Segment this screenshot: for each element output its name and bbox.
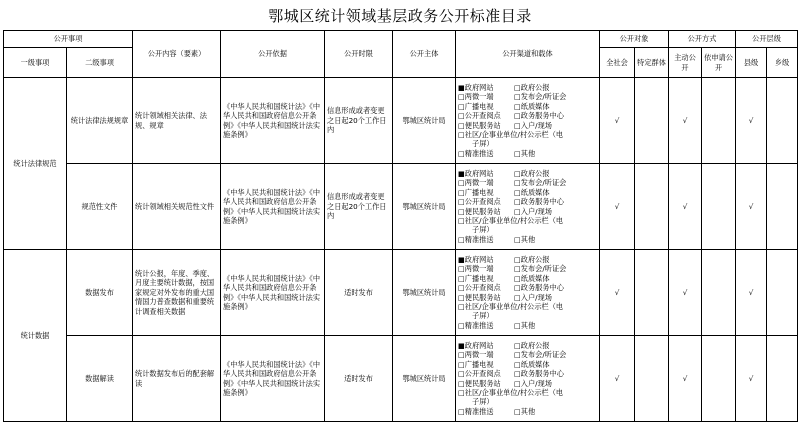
header-basis: 公开依据: [221, 31, 325, 78]
header-level1: 一级事项: [4, 48, 67, 78]
level1-cell: 统计法律规范: [4, 78, 67, 250]
table-row: [4, 336, 798, 422]
channel-print-media: □纸质媒体: [514, 187, 550, 197]
channel-door-to-door: □入户/现场: [514, 206, 552, 216]
content-cell: 统计公报，年度、季度、月度主要统计数据，按国家规定对外发布的重大国情国力普查数据和重要统计调查相关数据: [133, 250, 221, 336]
channel-service-station: □便民服务站: [458, 120, 501, 130]
table-row: [4, 250, 798, 336]
channel-service-station: □便民服务站: [458, 206, 501, 216]
channel-bulletin-board-cont: 子屏）: [472, 139, 494, 149]
level2-cell: 规范性文件: [67, 164, 133, 250]
channel-gov-gazette: □政府公报: [514, 341, 550, 351]
page-title: 鄂城区统计领域基层政务公开标准目录: [268, 6, 532, 25]
header-level-town: 乡级: [767, 48, 798, 78]
target-specific-empty: [635, 250, 669, 336]
header-target-all: 全社会: [600, 48, 635, 78]
channel-other: □其他: [514, 234, 536, 244]
level2-cell: 统计法律法规规章: [67, 78, 133, 164]
channel-bulletin-board: □社区/企事业单位/村公示栏（电: [458, 129, 564, 139]
header-subject: 公开主体: [393, 31, 456, 78]
channel-bulletin-board: □社区/企事业单位/村公示栏（电: [458, 387, 564, 397]
time-limit-cell: 适时发布: [325, 250, 393, 336]
target-specific-empty: [635, 336, 669, 422]
channel-targeted-push: □精准推送: [458, 234, 494, 244]
header-target-specific: 特定群体: [635, 48, 669, 78]
channel-gov-website: ■政府网站: [458, 83, 494, 93]
channel-press-hearing: □发布会/听证会: [514, 350, 567, 360]
channel-service-center: □政务服务中心: [514, 369, 564, 379]
channels-cell: [456, 250, 600, 336]
channel-bulletin-board: □社区/企事业单位/村公示栏（电: [458, 301, 564, 311]
method-active-check: √: [669, 164, 702, 250]
channel-gov-website: ■政府网站: [458, 169, 494, 179]
basis-cell: 《中华人民共和国统计法》《中华人民共和国政府信息公开条例》《中华人民共和国统计法实施条例》: [221, 78, 325, 164]
time-limit-cell: 适时发布: [325, 336, 393, 422]
channel-gov-website: ■政府网站: [458, 255, 494, 265]
channel-targeted-push: □精准推送: [458, 320, 494, 330]
header-target: 公开对象: [600, 31, 669, 48]
time-limit-cell: 信息形成或者变更之日起20个工作日内: [325, 164, 393, 250]
channel-door-to-door: □入户/现场: [514, 378, 552, 388]
header-content: 公开内容（要素）: [133, 31, 221, 78]
basis-cell: 《中华人民共和国统计法》《中华人民共和国政府信息公开条例》《中华人民共和国统计法实施条例》: [221, 164, 325, 250]
table-row: [4, 164, 798, 250]
target-specific-empty: [635, 164, 669, 250]
catalog-table: [3, 30, 798, 422]
channel-press-hearing: □发布会/听证会: [514, 178, 567, 188]
channels-cell: [456, 78, 600, 164]
channel-other: □其他: [514, 406, 536, 416]
channel-door-to-door: □入户/现场: [514, 292, 552, 302]
header-method-active: 主动公开: [669, 48, 702, 78]
channel-other: □其他: [514, 148, 536, 158]
target-all-check: √: [600, 336, 635, 422]
method-apply-empty: [702, 250, 736, 336]
channel-public-reading-point: □公开查阅点: [458, 197, 501, 207]
level1-cell: 统计数据: [4, 250, 67, 422]
channel-service-center: □政务服务中心: [514, 283, 564, 293]
method-apply-empty: [702, 164, 736, 250]
channel-bulletin-board-cont: 子屏）: [472, 311, 494, 321]
channel-bulletin-board-cont: 子屏）: [472, 225, 494, 235]
header-level-county: 县级: [736, 48, 767, 78]
channel-public-reading-point: □公开查阅点: [458, 111, 501, 121]
level-county-check: √: [736, 250, 767, 336]
header-time-limit: 公开时限: [325, 31, 393, 78]
level-county-check: √: [736, 164, 767, 250]
channel-weibo-wechat-app: □两微一端: [458, 178, 494, 188]
channel-public-reading-point: □公开查阅点: [458, 369, 501, 379]
channels-cell: [456, 164, 600, 250]
channel-radio-tv: □广播电视: [458, 101, 494, 111]
method-apply-empty: [702, 336, 736, 422]
channel-print-media: □纸质媒体: [514, 273, 550, 283]
target-all-check: √: [600, 164, 635, 250]
channel-print-media: □纸质媒体: [514, 101, 550, 111]
channel-other: □其他: [514, 320, 536, 330]
target-specific-empty: [635, 78, 669, 164]
method-active-check: √: [669, 78, 702, 164]
header-level: 公开层级: [736, 31, 798, 48]
channel-door-to-door: □入户/现场: [514, 120, 552, 130]
table-row: [4, 78, 798, 164]
subject-cell: 鄂城区统计局: [393, 250, 456, 336]
channel-weibo-wechat-app: □两微一端: [458, 350, 494, 360]
channel-service-station: □便民服务站: [458, 292, 501, 302]
subject-cell: 鄂城区统计局: [393, 78, 456, 164]
level-county-check: √: [736, 78, 767, 164]
subject-cell: 鄂城区统计局: [393, 336, 456, 422]
level2-cell: 数据发布: [67, 250, 133, 336]
time-limit-cell: 信息形成或者变更之日起20个工作日内: [325, 78, 393, 164]
header-public-item: 公开事项: [4, 31, 133, 48]
channel-gov-website: ■政府网站: [458, 341, 494, 351]
level2-cell: 数据解读: [67, 336, 133, 422]
header-level2: 二级事项: [67, 48, 133, 78]
channel-service-station: □便民服务站: [458, 378, 501, 388]
channel-public-reading-point: □公开查阅点: [458, 283, 501, 293]
channels-cell: [456, 336, 600, 422]
basis-cell: 《中华人民共和国统计法》《中华人民共和国政府信息公开条例》《中华人民共和国统计法实施条例》: [221, 336, 325, 422]
level-town-empty: [767, 336, 798, 422]
channel-radio-tv: □广播电视: [458, 187, 494, 197]
channel-press-hearing: □发布会/听证会: [514, 264, 567, 274]
target-all-check: √: [600, 250, 635, 336]
channel-gov-gazette: □政府公报: [514, 255, 550, 265]
target-all-check: √: [600, 78, 635, 164]
level-town-empty: [767, 164, 798, 250]
basis-cell: 《中华人民共和国统计法》《中华人民共和国政府信息公开条例》《中华人民共和国统计法实施条例》: [221, 250, 325, 336]
content-cell: 统计领域相关法律、法规、规章: [133, 78, 221, 164]
channel-targeted-push: □精准推送: [458, 406, 494, 416]
channel-weibo-wechat-app: □两微一端: [458, 92, 494, 102]
content-cell: 统计领域相关规范性文件: [133, 164, 221, 250]
level-town-empty: [767, 250, 798, 336]
header-row-1: [4, 31, 798, 48]
channel-targeted-push: □精准推送: [458, 148, 494, 158]
channel-bulletin-board-cont: 子屏）: [472, 397, 494, 407]
channel-radio-tv: □广播电视: [458, 359, 494, 369]
channel-gov-gazette: □政府公报: [514, 83, 550, 93]
channel-gov-gazette: □政府公报: [514, 169, 550, 179]
subject-cell: 鄂城区统计局: [393, 164, 456, 250]
method-apply-empty: [702, 78, 736, 164]
method-active-check: √: [669, 336, 702, 422]
channel-print-media: □纸质媒体: [514, 359, 550, 369]
method-active-check: √: [669, 250, 702, 336]
content-cell: 统计数据发布后的配套解读: [133, 336, 221, 422]
channel-service-center: □政务服务中心: [514, 197, 564, 207]
channel-weibo-wechat-app: □两微一端: [458, 264, 494, 274]
channel-service-center: □政务服务中心: [514, 111, 564, 121]
channel-radio-tv: □广播电视: [458, 273, 494, 283]
header-method: 公开方式: [669, 31, 736, 48]
header-method-apply: 依申请公开: [702, 48, 736, 78]
level-county-check: √: [736, 336, 767, 422]
channel-press-hearing: □发布会/听证会: [514, 92, 567, 102]
level-town-empty: [767, 78, 798, 164]
channel-bulletin-board: □社区/企事业单位/村公示栏（电: [458, 215, 564, 225]
header-channels: 公开渠道和载体: [456, 31, 600, 78]
